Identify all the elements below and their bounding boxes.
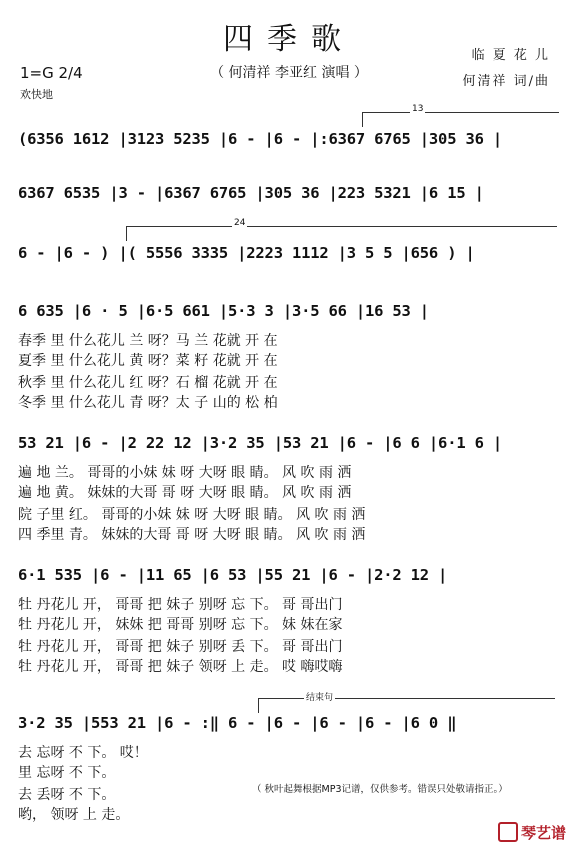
lyric-verse-2: 牡 丹花儿 开， 妹妹 把 哥哥 别呀 忘 下。 妹 妹在家	[18, 617, 343, 633]
song-title: 四季歌	[223, 22, 355, 57]
score-row-4: 6 635 |6 · 5 |6·5 661 |5·3 3 |3·5 66 |16 53 |	[18, 302, 429, 320]
bracket-label: 结束句	[304, 690, 335, 703]
lyric-verse-4: 牡 丹花儿 开， 哥哥 把 妹子 领呀 上 走。 哎 嗨哎嗨	[18, 659, 343, 675]
key-signature: 1=G 2/4	[20, 64, 83, 82]
bracket-label: 24	[234, 218, 246, 228]
bracket-label: 13	[412, 104, 424, 114]
lyric-verse-2: 夏季 里 什么花儿 黄 呀？菜 籽 花就 开 在	[18, 353, 278, 369]
ending-bracket	[258, 698, 555, 713]
score-row-2: 6367 6535 |3 - |6367 6765 |305 36 |223 5321 |6 15 |	[18, 184, 484, 202]
lyric-verse-2: 里 忘呀 不 下。	[18, 765, 116, 781]
site-logo	[498, 822, 566, 844]
volta-bracket	[362, 112, 559, 127]
performer-subtitle: （ 何清祥 李亚红 演唱 ）	[210, 65, 368, 81]
lyric-verse-1: 遍 地 兰。 哥哥的小妹 妹 呀 大呀 眼 睛。 风 吹 雨 洒	[18, 465, 352, 481]
lyric-verse-1: 去 忘呀 不 下。 哎！	[18, 745, 148, 761]
logo-icon	[498, 822, 518, 842]
score-row-5: 53 21 |6 - |2 22 12 |3·2 35 |53 21 |6 - |6 6 |6·1 6 |	[18, 434, 502, 452]
lyric-verse-2: 遍 地 黄。 妹妹的大哥 哥 呀 大呀 眼 睛。 风 吹 雨 洒	[18, 485, 352, 501]
lyric-verse-4: 四 季里 青。 妹妹的大哥 哥 呀 大呀 眼 睛。 风 吹 雨 洒	[18, 527, 366, 543]
tempo-marking: 欢快地	[20, 88, 53, 101]
lyric-verse-4: 冬季 里 什么花儿 青 呀？太 子 山的 松 柏	[18, 395, 278, 411]
lyric-verse-3: 秋季 里 什么花儿 红 呀？石 榴 花就 开 在	[18, 375, 278, 391]
lyric-verse-3: 牡 丹花儿 开， 哥哥 把 妹子 别呀 丢 下。 哥 哥出门	[18, 639, 343, 655]
transcription-note: （ 秋叶起舞根据MP3记谱，仅供参考。错误只处敬请指正。）	[252, 784, 508, 795]
author-credit: 何清祥 词/曲	[462, 74, 550, 89]
score-row-6: 6·1 535 |6 - |11 65 |6 53 |55 21 |6 - |2·2 12 |	[18, 566, 448, 584]
score-row-7: 3·2 35 |553 21 |6 - :‖ 6 - |6 - |6 - |6 - |6 0 ‖	[18, 714, 457, 732]
lyric-verse-1: 牡 丹花儿 开， 哥哥 把 妹子 别呀 忘 下。 哥 哥出门	[18, 597, 343, 613]
origin-credit: 临 夏 花 儿	[471, 48, 550, 63]
logo-text: 琴艺谱	[520, 824, 566, 842]
score-row-1: (6356 1612 |3123 5235 |6 - |6 - |:6367 6765 |305 36 |	[18, 130, 502, 148]
volta-bracket	[126, 226, 557, 241]
score-row-3: 6 - |6 - ) |( 5556 3335 |2223 1112 |3 5 5 |656 ) |	[18, 244, 475, 262]
lyric-verse-3: 院 子里 红。 哥哥的小妹 妹 呀 大呀 眼 睛。 风 吹 雨 洒	[18, 507, 366, 523]
lyric-verse-4: 哟， 领呀 上 走。	[18, 807, 130, 823]
lyric-verse-3: 去 丢呀 不 下。	[18, 787, 116, 803]
lyric-verse-1: 春季 里 什么花儿 兰 呀？马 兰 花就 开 在	[18, 333, 278, 349]
